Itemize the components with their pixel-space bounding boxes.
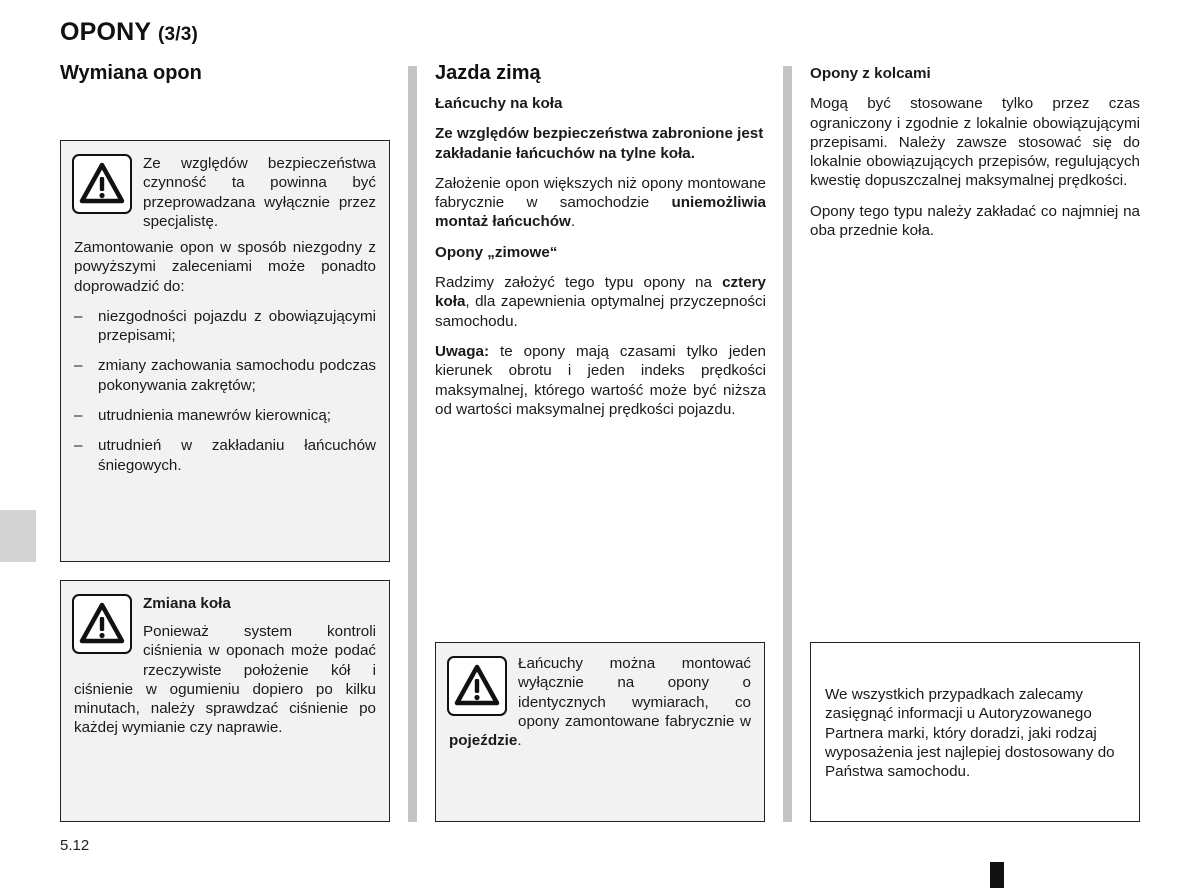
print-marker [990, 862, 1004, 888]
studded-paragraph-2: Opony tego typu należy zakładać co najmniej na oba przednie koła. [810, 202, 1140, 240]
text-wrap-spacer [74, 622, 143, 678]
studded-tires-section [810, 64, 1140, 251]
warning-box-wheel-change [60, 580, 390, 822]
page-number: 5.12 [60, 837, 90, 854]
page-title [60, 18, 198, 47]
page-title-text: OPONY [60, 18, 151, 46]
list-item: – zmiany zachowania samochodu podczas pokonywania zakrętów; [74, 356, 376, 395]
column-separator-right [783, 66, 792, 822]
chapter-tab [0, 510, 36, 562]
warning-intro-text: Ze względów bezpieczeństwa czynność ta powinna być przeprowadzana wyłącznie przez specjalistę. [143, 155, 376, 230]
warning-box-chains [435, 642, 765, 822]
warning-consequence-list [74, 307, 376, 475]
list-item: – niezgodności pojazdu z obowiązującymi przepisami; [74, 307, 376, 346]
subheading-chains: Łańcuchy na koła [435, 95, 563, 112]
list-item: – utrudnień w zakładaniu łańcuchów śniegowych. [74, 436, 376, 475]
warning-heading-wheel-change: Zmiana koła [143, 595, 231, 612]
section-heading-tire-change: Wymiana opon [60, 62, 202, 84]
note-paragraph: Uwaga: te opony mają czasami tylko jeden kierunek obrotu i jeden indeks prędkości maksymalnej, którego wartość może być niższa od wartości maksymalnej prędkości pojazdu. [435, 342, 766, 418]
column-separator-left [408, 66, 417, 822]
section-heading-winter: Jazda zimą [435, 62, 541, 84]
studded-paragraph-1: Mogą być stosowane tylko przez czas ograniczony i zgodnie z lokalnie obowiązującymi przepisami. Należy zawsze stosować się do lokalnie obowiązujących przepisów, regulujących kwestię dopuszczalnej maksymalnej prędkości. [810, 95, 1140, 190]
subheading-winter-tires: Opony „zimowe“ [435, 243, 558, 261]
chains-prohibition: Ze względów bezpieczeństwa zabronione jest zakładanie łańcuchów na tylne koła. [435, 125, 764, 162]
warning-wheel-change-text [74, 622, 376, 738]
winter-section-body [435, 94, 766, 430]
page-title-suffix: (3/3) [158, 24, 199, 45]
text-wrap-spacer [449, 654, 518, 728]
winter-tires-paragraph: Radzimy założyć tego typu opony na cztery koła, dla zapewnienia optymalnej przyczepności samochodu. [435, 274, 766, 330]
info-box-text: We wszystkich przypadkach zalecamy zasięgnąć informacji u Autoryzowanego Partnera marki, który doradzi, jaki rodzaj wyposażenia jest najlepiej dostosowany do Państwa samochodu. [825, 686, 1115, 781]
list-item: – utrudnienia manewrów kierownicą; [74, 406, 376, 425]
warning-triangle-icon [72, 154, 132, 214]
chains-paragraph: Założenie opon większych niż opony montowane fabrycznie w samochodzie uniemożliwia montaż łańcuchów. [435, 174, 766, 231]
warning-paragraph: Zamontowanie opon w sposób niezgodny z powyższymi zaleceniami może ponadto doprowadzić do: [74, 239, 376, 295]
warning-body [74, 238, 376, 486]
warning-box-safety [60, 140, 390, 562]
warning-wheel-change-body: Ponieważ system kontroli ciśnienia w oponach może podać rzeczywiste położenie kół i ciśnienie w ogumieniu dopiero po kilku minutach, należy sprawdzać ciśnienie po każdej wymianie czy naprawie. [74, 623, 376, 737]
warning-chains-text: Łańcuchy można montować wyłącznie na opony o identycznych wymiarach, co opony zamontowane fabrycznie w pojeździe. [449, 655, 751, 750]
info-box-dealer [810, 642, 1140, 822]
subheading-studded-tires: Opony z kolcami [810, 65, 931, 82]
